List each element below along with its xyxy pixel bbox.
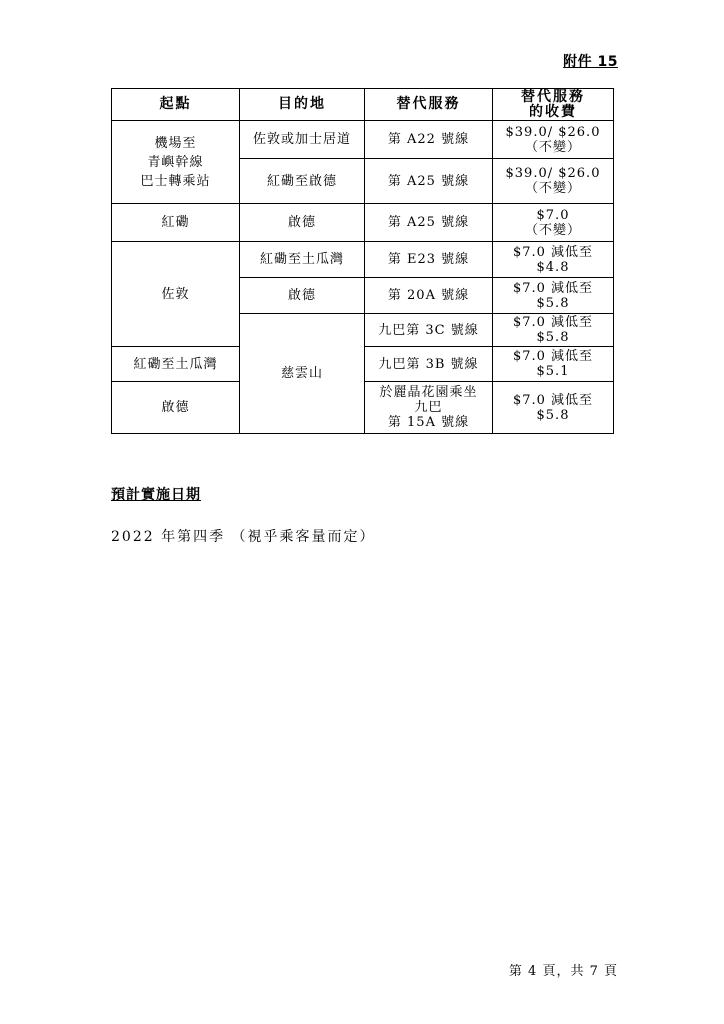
cell-origin-hung-hom-to-kwa-wan: 紅磡至土瓜灣 xyxy=(112,347,240,382)
cell-fare: $7.0 減低至 $4.8 xyxy=(493,242,614,278)
fare-table xyxy=(111,88,614,434)
cell-service: 九巴第 3C 號線 xyxy=(365,314,493,347)
cell-fare: $39.0/ $26.0 （不變） xyxy=(493,159,614,204)
cell-service: 九巴第 3B 號線 xyxy=(365,347,493,382)
cell-fare: $39.0/ $26.0 （不變） xyxy=(493,121,614,159)
cell-service: 第 A25 號線 xyxy=(365,204,493,242)
header-destination: 目的地 xyxy=(240,89,365,121)
table-row xyxy=(112,204,614,242)
annex-label: 附件 15 xyxy=(563,54,618,70)
table-row xyxy=(112,242,614,278)
table-row xyxy=(112,121,614,159)
table-header-row xyxy=(112,89,614,121)
cell-origin-airport: 機場至 青嶼幹線 巴士轉乘站 xyxy=(112,121,240,204)
cell-fare: $7.0 減低至 $5.8 xyxy=(493,382,614,434)
implementation-heading: 預計實施日期 xyxy=(111,487,201,503)
header-fare: 替代服務 的收費 xyxy=(493,89,614,121)
cell-destination: 啟德 xyxy=(240,204,365,242)
page-number: 第 4 頁，共 7 頁 xyxy=(508,964,618,979)
header-origin: 起點 xyxy=(112,89,240,121)
cell-service: 第 A22 號線 xyxy=(365,121,493,159)
cell-destination: 啟德 xyxy=(240,278,365,314)
cell-origin-kai-tak: 啟德 xyxy=(112,382,240,434)
cell-fare: $7.0 （不變） xyxy=(493,204,614,242)
cell-destination: 紅磡至土瓜灣 xyxy=(240,242,365,278)
cell-destination-tsz-wan-shan: 慈雲山 xyxy=(240,314,365,434)
cell-fare: $7.0 減低至 $5.1 xyxy=(493,347,614,382)
implementation-date: 2022 年第四季 （視乎乘客量而定） xyxy=(111,529,376,545)
cell-service: 第 E23 號線 xyxy=(365,242,493,278)
header-replacement-service: 替代服務 xyxy=(365,89,493,121)
cell-origin-jordan: 佐敦 xyxy=(112,242,240,347)
cell-destination: 紅磡至啟德 xyxy=(240,159,365,204)
cell-fare: $7.0 減低至 $5.8 xyxy=(493,314,614,347)
cell-destination: 佐敦或加士居道 xyxy=(240,121,365,159)
cell-service: 第 A25 號線 xyxy=(365,159,493,204)
cell-service: 於麗晶花園乘坐 九巴 第 15A 號線 xyxy=(365,382,493,434)
cell-origin-hung-hom: 紅磡 xyxy=(112,204,240,242)
cell-fare: $7.0 減低至 $5.8 xyxy=(493,278,614,314)
cell-service: 第 20A 號線 xyxy=(365,278,493,314)
